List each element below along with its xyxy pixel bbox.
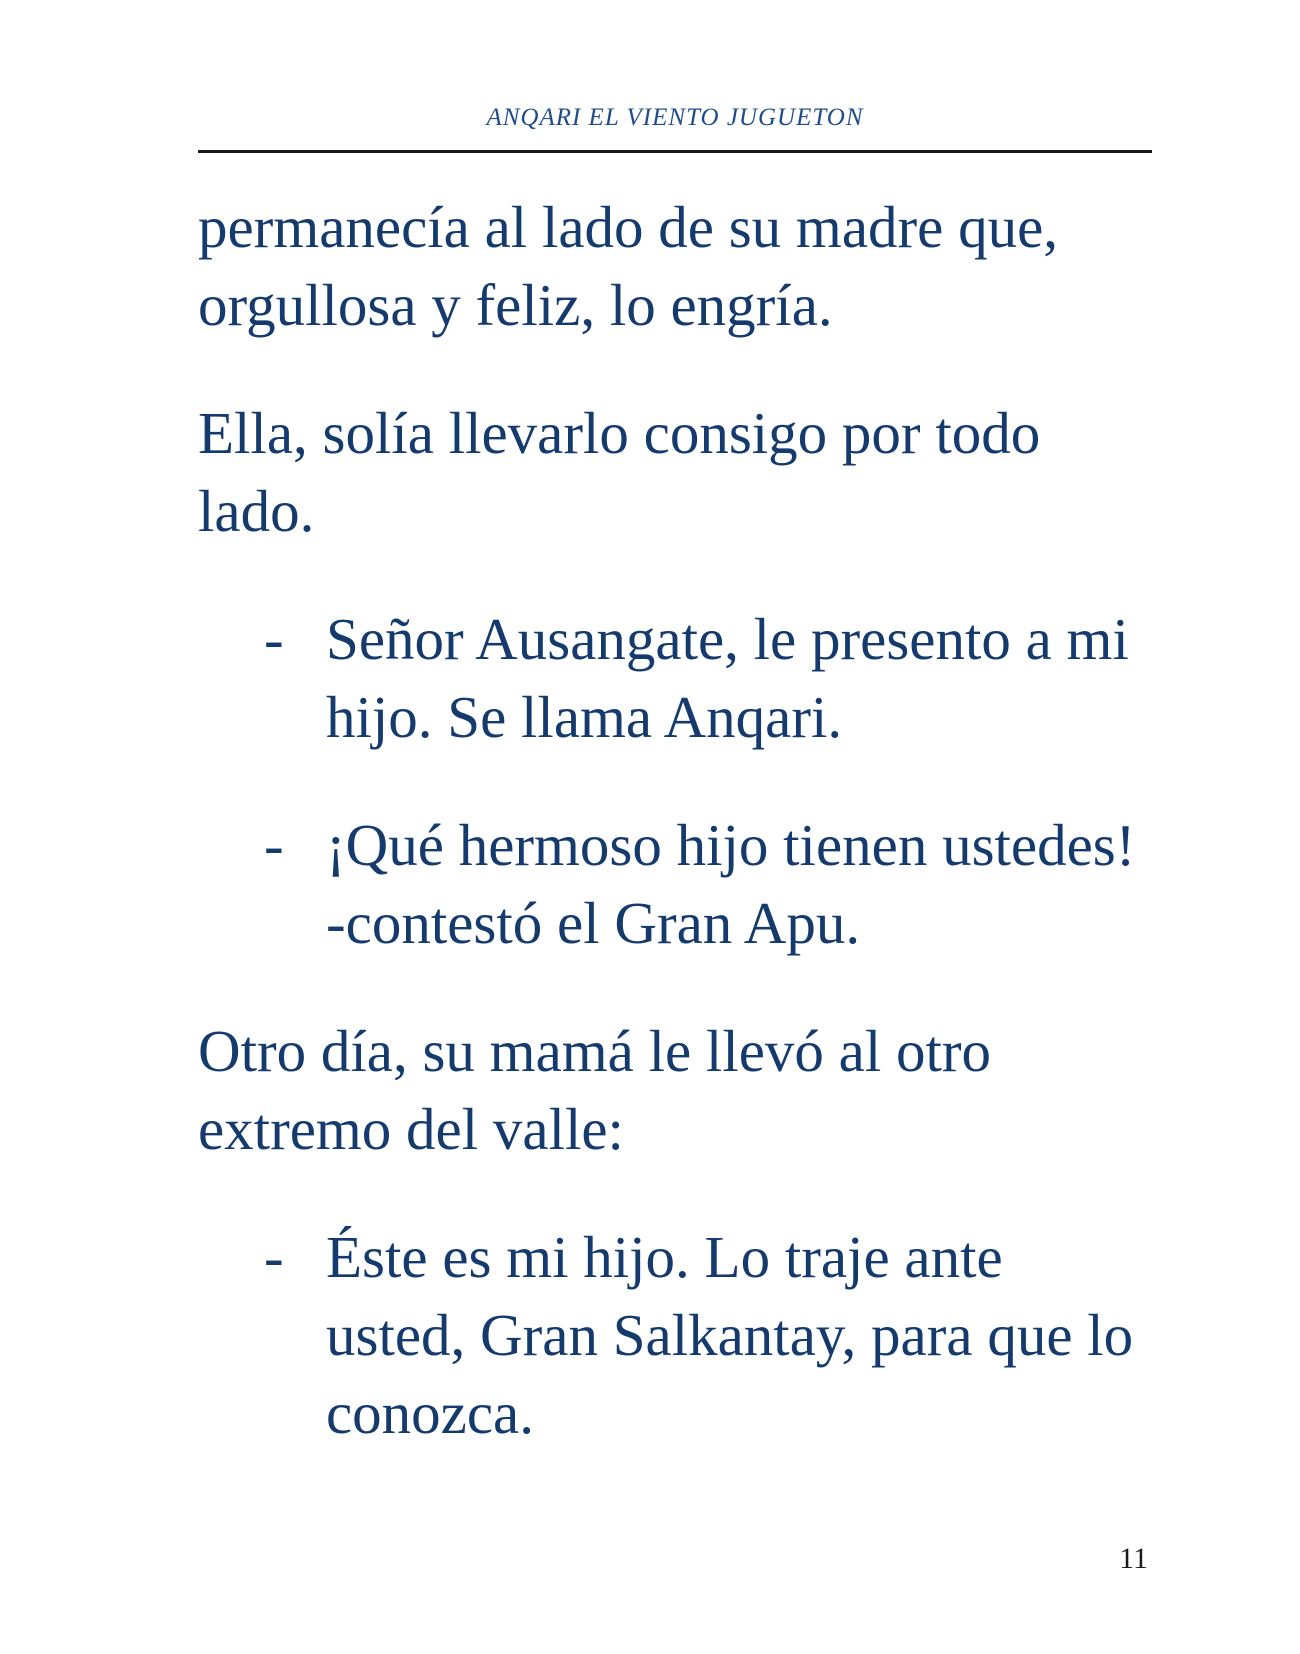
running-header: ANQARI EL VIENTO JUGUETON [486,104,864,131]
paragraph-3: Otro día, su mamá le llevó al otro extremo del valle: [198,1018,992,1162]
page-body [198,188,1152,1502]
dialogue-dash: - [264,606,284,672]
page-number: 11 [1119,1542,1148,1575]
paragraph-1: permanecía al lado de su madre que, orgullosa y feliz, lo engría. [198,194,1059,338]
dialogue-dash: - [264,812,284,878]
header-rule [198,150,1152,153]
dialogue-text: Éste es mi hijo. Lo traje ante usted, Gran Salkantay, para que lo conozca. [326,1224,1134,1446]
dialogue-text: ¡Qué hermoso hijo tienen ustedes! -contestó el Gran Apu. [326,812,1136,956]
dialogue-line-3 [198,1218,1152,1452]
dialogue-line-2 [198,806,1152,962]
dialogue-dash: - [264,1224,284,1290]
paragraph-2: Ella, solía llevarlo consigo por todo lado. [198,400,1041,544]
dialogue-line-1 [198,600,1152,756]
dialogue-text: Señor Ausangate, le presento a mi hijo. Se llama Anqari. [326,606,1129,750]
